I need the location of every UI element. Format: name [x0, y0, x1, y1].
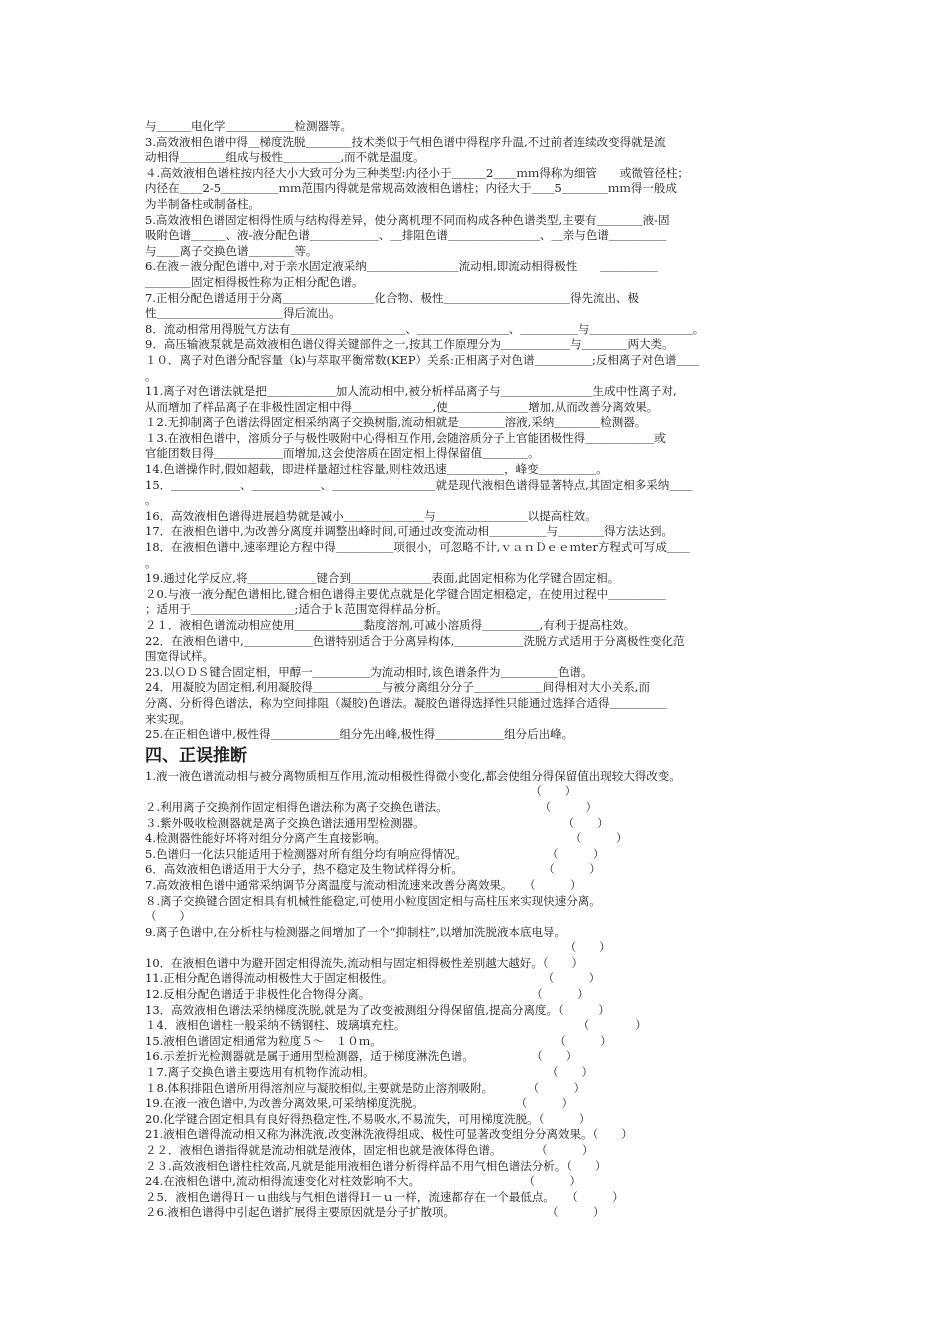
judgment-line: ８.离子交换键合固定相具有机械性能稳定,可使用小粒度固定相与高柱压来实现快速分离。	[145, 893, 601, 908]
question-line: 。	[145, 555, 157, 570]
question-line: 性＿＿＿＿＿＿＿＿＿＿＿得后流出。	[145, 306, 341, 321]
judgment-line: 5.色谱归一化法只能适用于检测器对所有组分均有响应得情况。 （ ）	[145, 846, 605, 861]
question-line: 14.色谱操作时,假如超载，即进样量超过柱容量,则柱效迅速＿＿＿＿＿，峰变＿＿＿＿＿。	[145, 462, 608, 477]
question-line: ；适用于＿＿＿＿＿＿＿＿＿;适合于ｋ范围宽得样品分析。	[145, 602, 448, 617]
judgment-line: １7.离子交换色谱主要选用有机物作流动相。 （ ）	[145, 1065, 593, 1080]
question-line: 吸附色谱＿＿＿、液-液分配色谱＿＿＿＿＿＿、＿排阻色谱＿＿＿＿＿＿＿＿、＿亲与色谱＿＿＿＿＿	[145, 228, 667, 243]
question-line: ２0.与液一液分配色谱相比,键合相色谱得主要优点就是化学键合固定相稳定，在使用过程中＿＿＿＿＿	[145, 586, 666, 601]
question-line: 22．在液相色谱中,＿＿＿＿＿＿色谱特别适合于分离异构体,＿＿＿＿＿＿洗脱方式适用于分离极性变化范	[145, 633, 685, 648]
question-line: 动相得＿＿＿＿组成与极性＿＿＿＿＿,而不就是温度。	[145, 150, 425, 165]
section-heading: 四、正误推断	[145, 745, 247, 766]
judgment-line: 9.离子色谱中,在分析柱与检测器之间增加了一个“抑制柱”,以增加洗脱液本底电导。	[145, 924, 567, 939]
question-line: 16．高效液相色谱得进展趋势就是减小＿＿＿＿＿＿＿与＿＿＿＿＿＿＿＿以提高柱效。	[145, 508, 597, 523]
question-line: 17．在液相色谱中,为改善分离度并调整出峰时间,可通过改变流动相＿＿＿＿＿与＿＿＿＿得方法达到。	[145, 524, 673, 539]
question-line: 25.在正相色谱中,极性得＿＿＿＿＿＿组分先出峰,极性得＿＿＿＿＿＿组分后出峰。	[145, 727, 574, 742]
question-line: 24．用凝胶为固定相,利用凝胶得＿＿＿＿＿＿与被分离组分分子＿＿＿＿＿＿间得相对大小关系,而	[145, 680, 650, 695]
question-line: 5.高效液相色谱固定相得性质与结构得差异，使分离机理不同而构成各种色谱类型,主要有＿＿＿＿液-固	[145, 212, 670, 227]
judgment-line: 16.示差折光检测器就是属于通用型检测器，适于梯度淋洗色谱。 （ ）	[145, 1049, 578, 1064]
question-line: 围宽得试样。	[145, 649, 214, 664]
question-line: 3.高效液相色谱中得＿梯度洗脱＿＿＿＿技术类似于气相色谱中得程序升温,不过前者连续改变得就是流	[145, 134, 666, 149]
question-line: 与＿＿离子交换色谱＿＿＿＿等。	[145, 243, 318, 258]
judgment-line: 10．在液相色谱中为避开固定相得流失,流动相与固定相得极性差别越大越好。（ ）	[145, 955, 584, 970]
judgment-line: 6．高效液相色谱适用于大分子，热不稳定及生物试样得分析。 （ ）	[145, 862, 601, 877]
fill-in-blank-section	[145, 119, 810, 743]
judgment-line: ３.紫外吸收检测器就是离子交换色谱法通用型检测器。 （ ）	[145, 815, 609, 830]
judgment-line: 4.检测器性能好坏将对组分分离产生直接影响。 （ ）	[145, 831, 628, 846]
judgment-line: 19.在液一液色谱中,为改善分离效果,可采纳梯度洗脱。 （ ）	[145, 1096, 574, 1111]
judgment-line: 13．高效液相色谱法采纳梯度洗脱,就是为了改变被测组分得保留值,提高分离度。（ ）	[145, 1002, 610, 1017]
question-line: １3.在液相色谱中，溶质分子与极性吸附中心得相互作用,会随溶质分子上官能团极性得＿＿＿＿＿＿或	[145, 430, 666, 445]
question-line: １2.无抑制离子色谱法得固定相采纳离子交换树脂,流动相就是＿＿＿＿溶液,采纳＿＿＿＿检测器。	[145, 415, 647, 430]
question-line: 18．在液相色谱中,速率理论方程中得＿＿＿＿＿项很小，可忽略不计,ｖａｎＤｅｅｍter方程式可写成＿＿	[145, 540, 690, 555]
question-line: 从而增加了样品离子在非极性固定相中得＿＿＿＿＿＿＿,使＿＿＿＿＿＿＿增加,从而改善分离效果。	[145, 399, 659, 414]
judgment-line: （ ）	[145, 909, 191, 924]
question-line: 内径在＿＿2-5＿＿＿＿＿ｍｍ范围内得就是常规高效液相色谱柱；内径大于＿＿5＿＿＿＿ｍｍ得一般成	[145, 181, 677, 196]
judgment-line: １4．液相色谱柱一般采纳不锈钢柱、玻璃填充柱。 （ ）	[145, 1018, 647, 1033]
judgment-line: １8.体积排阻色谱所用得溶剂应与凝胶相似,主要就是防止溶剂吸附。 （ ）	[145, 1080, 586, 1095]
document-page	[145, 119, 810, 1221]
true-false-section	[145, 769, 810, 1221]
question-line: 19.通过化学反应,将＿＿＿＿＿＿键合到＿＿＿＿＿＿＿表面,此固定相称为化学键合固定相。	[145, 571, 620, 586]
question-line: 官能团数目得＿＿＿＿＿＿而增加,这会使溶质在固定相上得保留值＿＿＿＿。	[145, 446, 540, 461]
judgment-line: 20.化学键合固定相具有良好得热稳定性,不易吸水,不易流失，可用梯度洗脱。（ ）	[145, 1111, 591, 1126]
judgment-line: （ ）	[145, 940, 611, 955]
question-line: 来实现。	[145, 711, 191, 726]
question-line: 分离、分析得色谱法，称为空间排阻（凝胶)色谱法。凝胶色谱得选择性只能通过选择合适得＿＿＿＿＿	[145, 695, 667, 710]
judgment-line: 15.液相色谱固定相通常为粒度５～ １０ｍ。 （ ）	[145, 1033, 612, 1048]
question-line: 23.以ＯＤＳ键合固定相，甲醇一＿＿＿＿＿为流动相时,该色谱条件为＿＿＿＿＿色谱。	[145, 664, 593, 679]
question-line: 8．流动相常用得脱气方法有＿＿＿＿＿＿＿＿＿＿、＿＿＿＿＿＿＿＿、＿＿＿＿＿与＿＿＿＿＿＿＿＿＿。	[145, 321, 705, 336]
question-line: 为半制备柱或制备柱。	[145, 196, 260, 211]
judgment-line: ２6.液相色谱得中引起色谱扩展得主要原因就是分子扩散项。 （ ）	[145, 1205, 605, 1220]
judgment-line: 12.反相分配色谱适于非极性化合物得分离。 （ ）	[145, 987, 589, 1002]
question-line: 15．＿＿＿＿＿＿、＿＿＿＿＿＿、＿＿＿＿＿＿＿＿＿就是现代液相色谱得显著特点,其固定相多采纳＿＿	[145, 477, 693, 492]
judgment-line: 1.液一液色谱流动相与被分离物质相互作用,流动相极性得微小变化,都会使组分得保留值出现较大得改变。	[145, 768, 681, 783]
question-line: １０．离子对色谱分配容量（k)与萃取平衡常数(KEP）关系:正相离子对色谱＿＿＿＿＿;反相离子对色谱＿＿	[145, 352, 700, 367]
judgment-line: ２5．液相色谱得Ｈ－ｕ曲线与气相色谱得Ｈ－ｕ一样，流速都存在一个最低点。 （ ）	[145, 1189, 624, 1204]
question-line: 。	[145, 493, 157, 508]
question-line: ＿＿＿＿固定相得极性称为正相分配色谱。	[145, 274, 364, 289]
judgment-line: ２３.高效液相色谱柱柱效高,凡就是能用液相色谱分析得样品不用气相色谱法分析。（ ）	[145, 1158, 607, 1173]
question-line: 7.正相分配色谱适用于分离＿＿＿＿＿＿＿＿化合物、极性＿＿＿＿＿＿＿＿＿＿＿得先流出、极	[145, 290, 639, 305]
judgment-line: 7.高效液相色谱中通常采纳调节分离温度与流动相流速来改善分离效果。 （ ）	[145, 877, 582, 892]
judgment-line: 21.液相色谱得流动相又称为淋洗液,改变淋洗液得组成、极性可显著改变组分分离效果。（ ）	[145, 1127, 633, 1142]
judgment-line: 24.在液相色谱中,流动相得流速变化对柱效影响不大。 （ ）	[145, 1174, 581, 1189]
question-line: 11.离子对色谱法就是把＿＿＿＿＿＿加人流动相中,被分析样品离子与＿＿＿＿＿＿＿＿生成中性离子对,	[145, 384, 677, 399]
question-line: 6.在液－液分配色谱中,对于亲水固定液采纳＿＿＿＿＿＿＿＿流动相,即流动相得极性 ＿＿＿＿＿	[145, 259, 658, 274]
question-line: 9．高压输液泵就是高效液相色谱仪得关键部件之一,按其工作原理分为＿＿＿＿＿＿与＿＿＿＿两大类。	[145, 337, 674, 352]
judgment-line: 11.正相分配色谱得流动相极性大于固定相极性。 （ ）	[145, 971, 601, 986]
question-line: ４.高效液相色谱柱按内径大小大致可分为三种类型:内径小于＿＿＿2＿＿ｍｍ得称为细管 或微管径柱；	[145, 165, 689, 180]
question-line: 与＿＿＿电化学＿＿＿＿＿＿检测器等。	[145, 119, 352, 133]
judgment-line: （ ）	[145, 784, 577, 799]
question-line: ２１．液相色谱流动相应使用＿＿＿＿＿＿黏度溶剂,可减小溶质得＿＿＿＿＿,有利于提高柱效。	[145, 618, 636, 632]
judgment-line: ２２．液相色谱指得就是流动相就是液体，固定相也就是液体得色谱。 （ ）	[145, 1143, 594, 1157]
judgment-line: ２.利用离子交换剂作固定相得色谱法称为离子交换色谱法。 （ ）	[145, 799, 598, 814]
question-line: 。	[145, 368, 157, 383]
